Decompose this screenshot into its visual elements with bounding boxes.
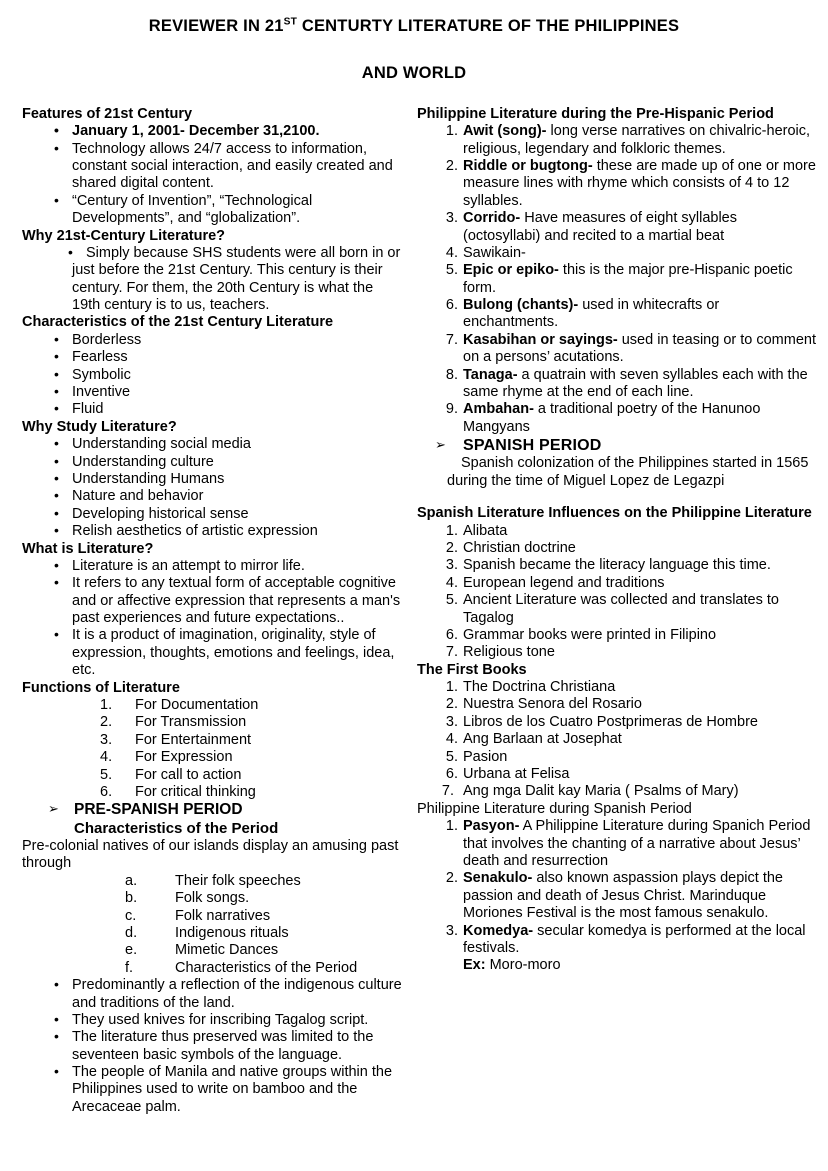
term-label: Tanaga- <box>463 366 518 383</box>
list-item <box>417 870 818 922</box>
page-title-pre: REVIEWER IN 21 <box>148 17 284 35</box>
list-item: • January 1, 2001- December 31,2100. <box>22 123 402 140</box>
body-columns <box>0 84 828 1116</box>
section-heading-pre-hispanic: Philippine Literature during the Pre-Hispanic Period <box>417 105 774 122</box>
list-item: Nuestra Senora del Rosario <box>463 696 642 713</box>
section-spacer <box>417 490 818 505</box>
list-item: Mimetic Dances <box>175 942 279 959</box>
list-item: • It is a product of imagination, originality, style of expression, thoughts, emotions and feelings, idea, etc. <box>22 627 402 679</box>
list-item: For Expression <box>135 749 233 766</box>
list-item: For Entertainment <box>135 731 252 748</box>
arrow-bullet-icon: ➢ <box>48 801 59 817</box>
list-item <box>417 923 818 975</box>
list-item: • They used knives for inscribing Tagalog script. <box>22 1012 402 1029</box>
list-item: For Transmission <box>135 714 247 731</box>
list-item: For call to action <box>135 766 242 783</box>
list-item: • Borderless <box>22 332 402 349</box>
why-21st-list <box>22 245 402 315</box>
list-item: For critical thinking <box>135 784 256 800</box>
list-item: Grammar books were printed in Filipino <box>463 626 717 643</box>
section-heading-why-21st: Why 21st-Century Literature? <box>22 227 226 244</box>
list-item: • The literature thus preserved was limited to the seventeen basic symbols of the language. <box>22 1029 402 1064</box>
term-description: Sawikain- <box>463 244 526 261</box>
list-item: Folk songs. <box>175 890 250 907</box>
list-item: • Predominantly a reflection of the indigenous culture and traditions of the land. <box>22 977 402 1012</box>
section-heading-spanish-period-literature: Philippine Literature during Spanish Period <box>417 800 692 817</box>
pre-hispanic-list <box>417 123 818 436</box>
list-item: Ancient Literature was collected and translates to Tagalog <box>463 592 779 626</box>
page-subtitle: AND WORLD <box>361 63 467 82</box>
list-item: Ang Barlaan at Josephat <box>463 731 622 748</box>
list-item <box>417 123 818 158</box>
pre-spanish-intro-paragraph: Pre-colonial natives of our islands display an amusing past through <box>22 837 399 872</box>
first-books-list <box>417 679 818 801</box>
section-heading-spanish-period <box>417 436 818 455</box>
list-item: Indigenous rituals <box>175 924 289 941</box>
left-column <box>0 106 410 1116</box>
list-item <box>417 262 818 297</box>
term-description: used in teasing or to comment on a persons’ acutations. <box>463 331 816 366</box>
list-item: Folk narratives <box>175 907 271 924</box>
list-item: Their folk speeches <box>175 872 301 889</box>
term-description: these are made up of one or more measure lines with rhyme which consists of 4 to 12 syllables. <box>463 157 816 209</box>
list-item: • Fearless <box>22 349 402 366</box>
title-block <box>0 0 828 84</box>
section-heading-spanish-influences: Spanish Literature Influences on the Philippine Literature <box>417 505 812 522</box>
list-item: For Documentation <box>135 697 259 714</box>
spanish-period-label: SPANISH PERIOD <box>463 437 602 455</box>
list-item: • The people of Manila and native groups within the Philippines used to write on bamboo and the Arecaceae palm. <box>22 1064 402 1116</box>
section-heading-features: Features of 21st Century <box>22 105 193 122</box>
term-description: used in whitecrafts or enchantments. <box>463 297 720 331</box>
example-value: Moro-moro <box>485 957 561 974</box>
term-label: Epic or epiko- <box>463 262 559 279</box>
list-item <box>417 210 818 245</box>
term-description: Have measures of eight syllables (octosyllabi) and recited to a martial beat <box>463 210 737 244</box>
list-item: • Developing historical sense <box>22 506 402 523</box>
page-title <box>0 17 828 36</box>
list-item: • Symbolic <box>22 367 402 384</box>
list-item: Libros de los Cuatro Postprimeras de Hombre <box>463 713 758 730</box>
spanish-period-paragraph: Spanish colonization of the Philippines started in 1565 during the time of Miguel Lopez de Legazpi <box>447 455 809 489</box>
term-description: long verse narratives on chivalric-heroic, religious, legendary and folkloric themes. <box>463 123 811 157</box>
list-item <box>417 158 818 210</box>
list-item: • Simply because SHS students were all born in or just before the 21st Century. This century is their century. For them, the 20th Century is what the 19th century is to us, teachers. <box>22 245 402 315</box>
spanish-period-literature-list <box>417 818 818 975</box>
page-title-post: CENTURTY LITERATURE OF THE PHILIPPINES <box>297 17 680 35</box>
term-label: Awit (song)- <box>463 123 547 140</box>
section-heading-pre-spanish-period <box>22 801 402 820</box>
term-description: A Philippine Literature during Spanich Period that involves the chanting of a narrative about Jesus’ death and resurrection <box>463 818 811 869</box>
section-heading-what-is-literature: What is Literature? <box>22 540 154 557</box>
term-label: Komedya- <box>463 922 534 939</box>
list-item <box>417 332 818 367</box>
section-heading-why-study: Why Study Literature? <box>22 418 177 435</box>
section-heading-first-books: The First Books <box>417 661 527 678</box>
list-item: • Inventive <box>22 384 402 401</box>
list-item: • Understanding Humans <box>22 471 402 488</box>
section-heading-characteristics: Characteristics of the 21st Century Literature <box>22 314 334 331</box>
list-item: • “Century of Invention”, “Technological Developments”, and “globalization”. <box>22 193 402 228</box>
list-item <box>417 367 818 402</box>
list-item: Alibata <box>463 522 508 539</box>
subheading-characteristics-of-period: Characteristics of the Period <box>74 819 279 837</box>
list-item: • Relish aesthetics of artistic expression <box>22 523 402 540</box>
list-item: Christian doctrine <box>463 539 576 556</box>
term-description: this is the major pre-Hispanic poetic form. <box>463 262 793 296</box>
term-label: Ambahan- <box>463 401 534 418</box>
example-label: Ex: <box>463 957 486 974</box>
term-description: also known aspassion plays depict the passion and death of Jesus Christ. Marinduque Moriones Festival is the most famous senakulo. <box>463 870 783 922</box>
section-heading-functions: Functions of Literature <box>22 679 180 696</box>
list-item: Urbana at Felisa <box>463 766 570 783</box>
list-item: • It refers to any textual form of acceptable cognitive and or affective expression that represents a man's past experiences and future expectations.. <box>22 575 402 627</box>
term-description: a quatrain with seven syllables each with the same rhyme at the end of each line. <box>463 366 808 401</box>
list-item: Spanish became the literacy language this time. <box>463 557 771 574</box>
page-title-superscript: ST <box>283 16 298 28</box>
list-item: • Understanding culture <box>22 454 402 471</box>
characteristics-list <box>22 332 402 419</box>
list-item: Ang mga Dalit kay Maria ( Psalms of Mary) <box>463 783 739 800</box>
pre-spanish-period-label: PRE-SPANISH PERIOD <box>74 801 243 819</box>
term-label: Riddle or bugtong- <box>463 157 593 174</box>
features-list <box>22 123 402 227</box>
list-item: European legend and traditions <box>463 574 665 591</box>
arrow-bullet-icon: ➢ <box>435 437 447 453</box>
list-item: • Fluid <box>22 401 402 418</box>
list-item: Characteristics of the Period <box>175 959 358 976</box>
term-label: Senakulo- <box>463 870 533 887</box>
term-label: Bulong (chants)- <box>463 297 579 314</box>
list-item: Religious tone <box>463 644 555 661</box>
term-description: secular komedya is performed at the local festivals. <box>463 922 806 956</box>
what-is-literature-list <box>22 558 402 680</box>
term-label: Pasyon- <box>463 818 520 835</box>
list-item: • Technology allows 24/7 access to information, constant social interaction, and easily created and shared digital content. <box>22 141 402 193</box>
list-item: The Doctrina Christiana <box>463 679 616 696</box>
pre-spanish-alpha-list <box>22 873 402 977</box>
spanish-influences-list <box>417 523 818 662</box>
why-study-list <box>22 436 402 540</box>
term-label: Kasabihan or sayings- <box>463 331 618 348</box>
list-item: Pasion <box>463 748 508 765</box>
list-item: • Nature and behavior <box>22 488 402 505</box>
pre-spanish-bullets-list <box>22 977 402 1116</box>
list-item <box>417 297 818 332</box>
right-column <box>410 106 828 975</box>
list-item <box>417 245 818 262</box>
term-label: Corrido- <box>463 210 521 227</box>
functions-list <box>22 697 402 801</box>
term-description: a traditional poetry of the Hanunoo Mangyans <box>463 401 761 435</box>
list-item: • Literature is an attempt to mirror life. <box>22 558 402 575</box>
list-item <box>417 818 818 870</box>
list-item <box>417 401 818 436</box>
list-item: • Understanding social media <box>22 436 402 453</box>
